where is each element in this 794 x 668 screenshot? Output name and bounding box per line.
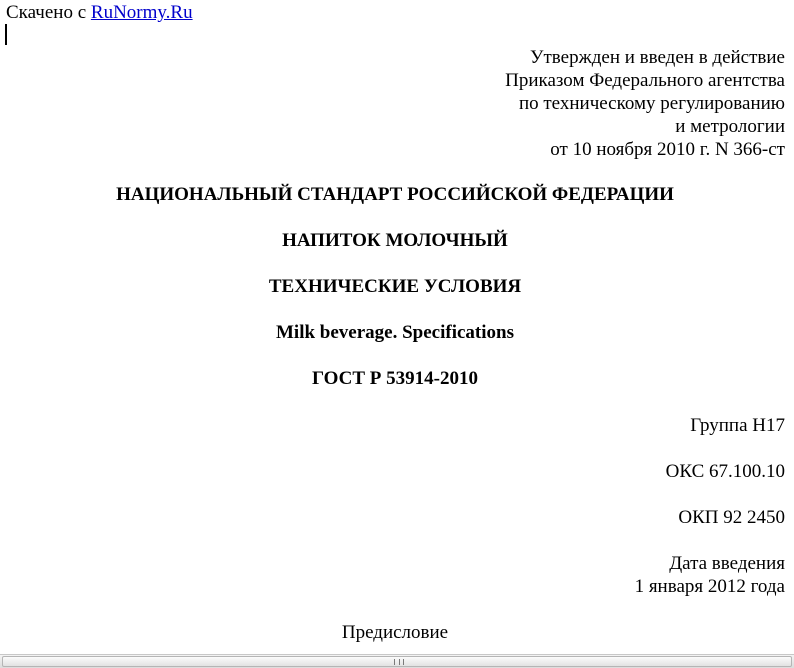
conditions-title: ТЕХНИЧЕСКИЕ УСЛОВИЯ [268, 276, 522, 297]
source-link[interactable]: RuNormy.Ru [90, 2, 193, 23]
group-code: Группа Н17 [690, 415, 785, 436]
scrollbar-thumb[interactable] [2, 656, 792, 667]
text-cursor [5, 24, 7, 45]
approval-line: по техническому регулированию [518, 93, 785, 114]
source-line [6, 2, 193, 24]
standard-title: НАЦИОНАЛЬНЫЙ СТАНДАРТ РОССИЙСКОЙ ФЕДЕРАЦИИ [116, 184, 674, 205]
grip-icon [394, 659, 404, 665]
approval-line: Утвержден и введен в действие [530, 47, 785, 68]
source-prefix: Скачено с [6, 2, 87, 23]
english-title: Milk beverage. Specifications [276, 322, 514, 343]
approval-line: Приказом Федерального агентства [505, 70, 785, 91]
approval-block [505, 46, 785, 161]
product-title: НАПИТОК МОЛОЧНЫЙ [282, 230, 508, 251]
oks-code: ОКС 67.100.10 [665, 461, 785, 482]
gost-number: ГОСТ Р 53914-2010 [312, 368, 478, 389]
approval-line: и метрологии [675, 116, 785, 137]
preface-heading: Предисловие [341, 622, 449, 643]
approval-line: от 10 ноября 2010 г. N 366-ст [550, 139, 785, 160]
horizontal-scrollbar[interactable] [0, 654, 794, 668]
introduction-label: Дата введения [669, 553, 785, 574]
introduction-date: 1 января 2012 года [634, 576, 785, 597]
okp-code: ОКП 92 2450 [678, 507, 785, 528]
